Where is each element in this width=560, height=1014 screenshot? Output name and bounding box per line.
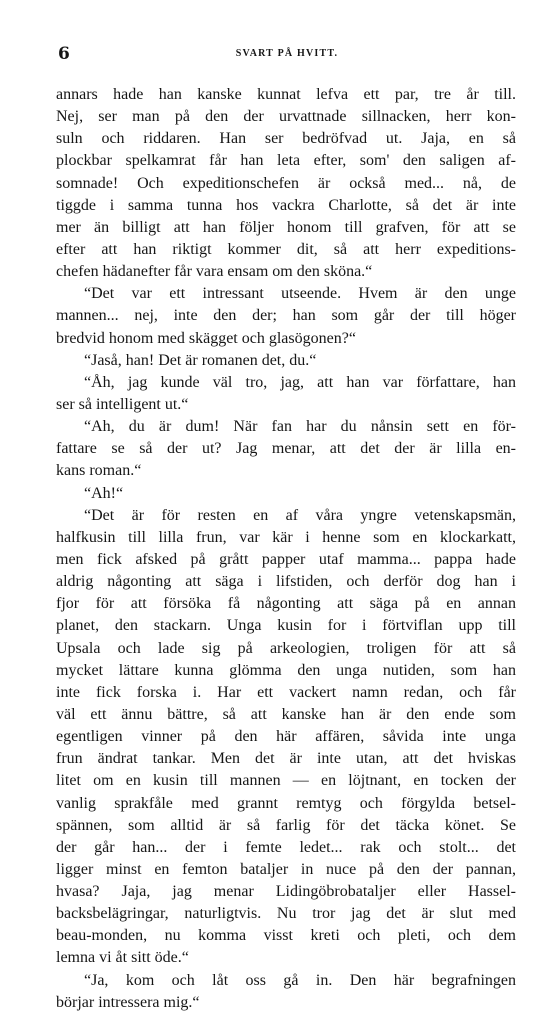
- text-line: lemna vi åt sitt öde.“: [56, 949, 189, 967]
- text-line: planet, den stackarn. Unga kusin for i förtviflan upp till: [56, 617, 516, 635]
- text-line: “Det är för resten en af våra yngre vetenskapsmän,: [84, 506, 516, 524]
- text-line: börjar intressera mig.“: [56, 993, 200, 1011]
- page-number: 6: [58, 44, 70, 64]
- body-text: [56, 84, 516, 1014]
- text-line: mannen... nej, inte den der; han som går der till höger: [56, 307, 516, 325]
- text-line: mycket lättare kunna glömma den unga nutiden, som han: [56, 661, 516, 679]
- text-line: “Ah!“: [84, 484, 124, 502]
- running-title: SVART PÅ HVITT.: [235, 48, 339, 59]
- text-line: Upsala och lade sig på arkeologien, troligen för att så: [56, 639, 516, 657]
- text-line: frun ändrat tankar. Men det är inte utan, att det hviskas: [56, 750, 516, 768]
- text-line: kans roman.“: [56, 462, 142, 480]
- text-line: plockbar spelkamrat får han leta efter, som' den saligen af-: [56, 152, 516, 170]
- text-line: väl ett ännu bättre, så att kanske han är den ende som: [56, 705, 516, 723]
- text-line: der går han... der i femte ledet... rak och stolt... det: [56, 838, 516, 856]
- text-line: suln och riddaren. Han ser bedröfvad ut. Jaja, en så: [56, 130, 516, 148]
- text-line: hvasa? Jaja, jag menar Lidingöbrobataljer eller Hassel-: [56, 883, 516, 901]
- text-line: chefen hädanefter får vara ensam om den sköna.“: [56, 263, 373, 281]
- text-line: “Det var ett intressant utseende. Hvem är den unge: [84, 285, 516, 303]
- text-line: beau-monden, nu komma visst kreti och pleti, och dem: [56, 927, 516, 945]
- text-line: efter att han riktigt kommer dit, så att herr expeditions-: [56, 240, 516, 258]
- text-line: “Ja, kom och låt oss gå in. Den här begrafningen: [84, 971, 516, 989]
- text-line: tiggde i samma tunna hos vackra Charlotte, så det är inte: [56, 196, 516, 214]
- text-line: egentligen vinner på den här affären, såvida inte unga: [56, 728, 516, 746]
- text-line: backsbelägringar, naturligtvis. Nu tror jag det är slut med: [56, 905, 516, 923]
- text-line: annars hade han kanske kunnat lefva ett par, tre år till.: [56, 86, 516, 103]
- text-line: spännen, som alltid är så farlig för det täcka könet. Se: [56, 816, 516, 834]
- text-line: litet om en kusin till mannen — en löjtnant, en tocken der: [56, 772, 516, 790]
- text-line: vanlig sprakfåle med grannt remtyg och förgylda betsel-: [56, 794, 516, 812]
- text-line: fattare se så der ut? Jag menar, att det der är lilla en-: [56, 440, 516, 458]
- text-line: “Ah, du är dum! När fan har du nånsin sett en för-: [84, 418, 516, 436]
- text-line: mer än billigt att han följer honom till grafven, för att se: [56, 218, 516, 236]
- text-line: halfkusin till lilla frun, var kär i henne som en klockarkatt,: [56, 528, 516, 546]
- page-header: [58, 44, 516, 64]
- text-line: ser så intelligent ut.“: [56, 395, 189, 413]
- text-line: “Jaså, han! Det är romanen det, du.“: [84, 351, 317, 369]
- text-line: aldrig någonting att säga i lifstiden, och derför dog han i: [56, 573, 516, 591]
- text-line: “Åh, jag kunde väl tro, jag, att han var författare, han: [84, 373, 516, 391]
- text-line: Nej, ser man på den der urvattnade sillnacken, herr kon-: [56, 108, 516, 126]
- text-line: men fick afsked på grått papper utaf mamma... pappa hade: [56, 550, 516, 568]
- text-line: bredvid honom med skägget och glasögonen?“: [56, 329, 356, 347]
- text-line: inte fick forska i. Har ett vackert namn redan, och får: [56, 683, 516, 701]
- text-line: fjor för att försöka få någonting att säga på en annan: [56, 595, 516, 613]
- text-line: ligger minst en femton bataljer in nuce på den der pannan,: [56, 860, 516, 878]
- text-line: somnade! Och expeditionschefen är också med... nå, de: [56, 174, 516, 192]
